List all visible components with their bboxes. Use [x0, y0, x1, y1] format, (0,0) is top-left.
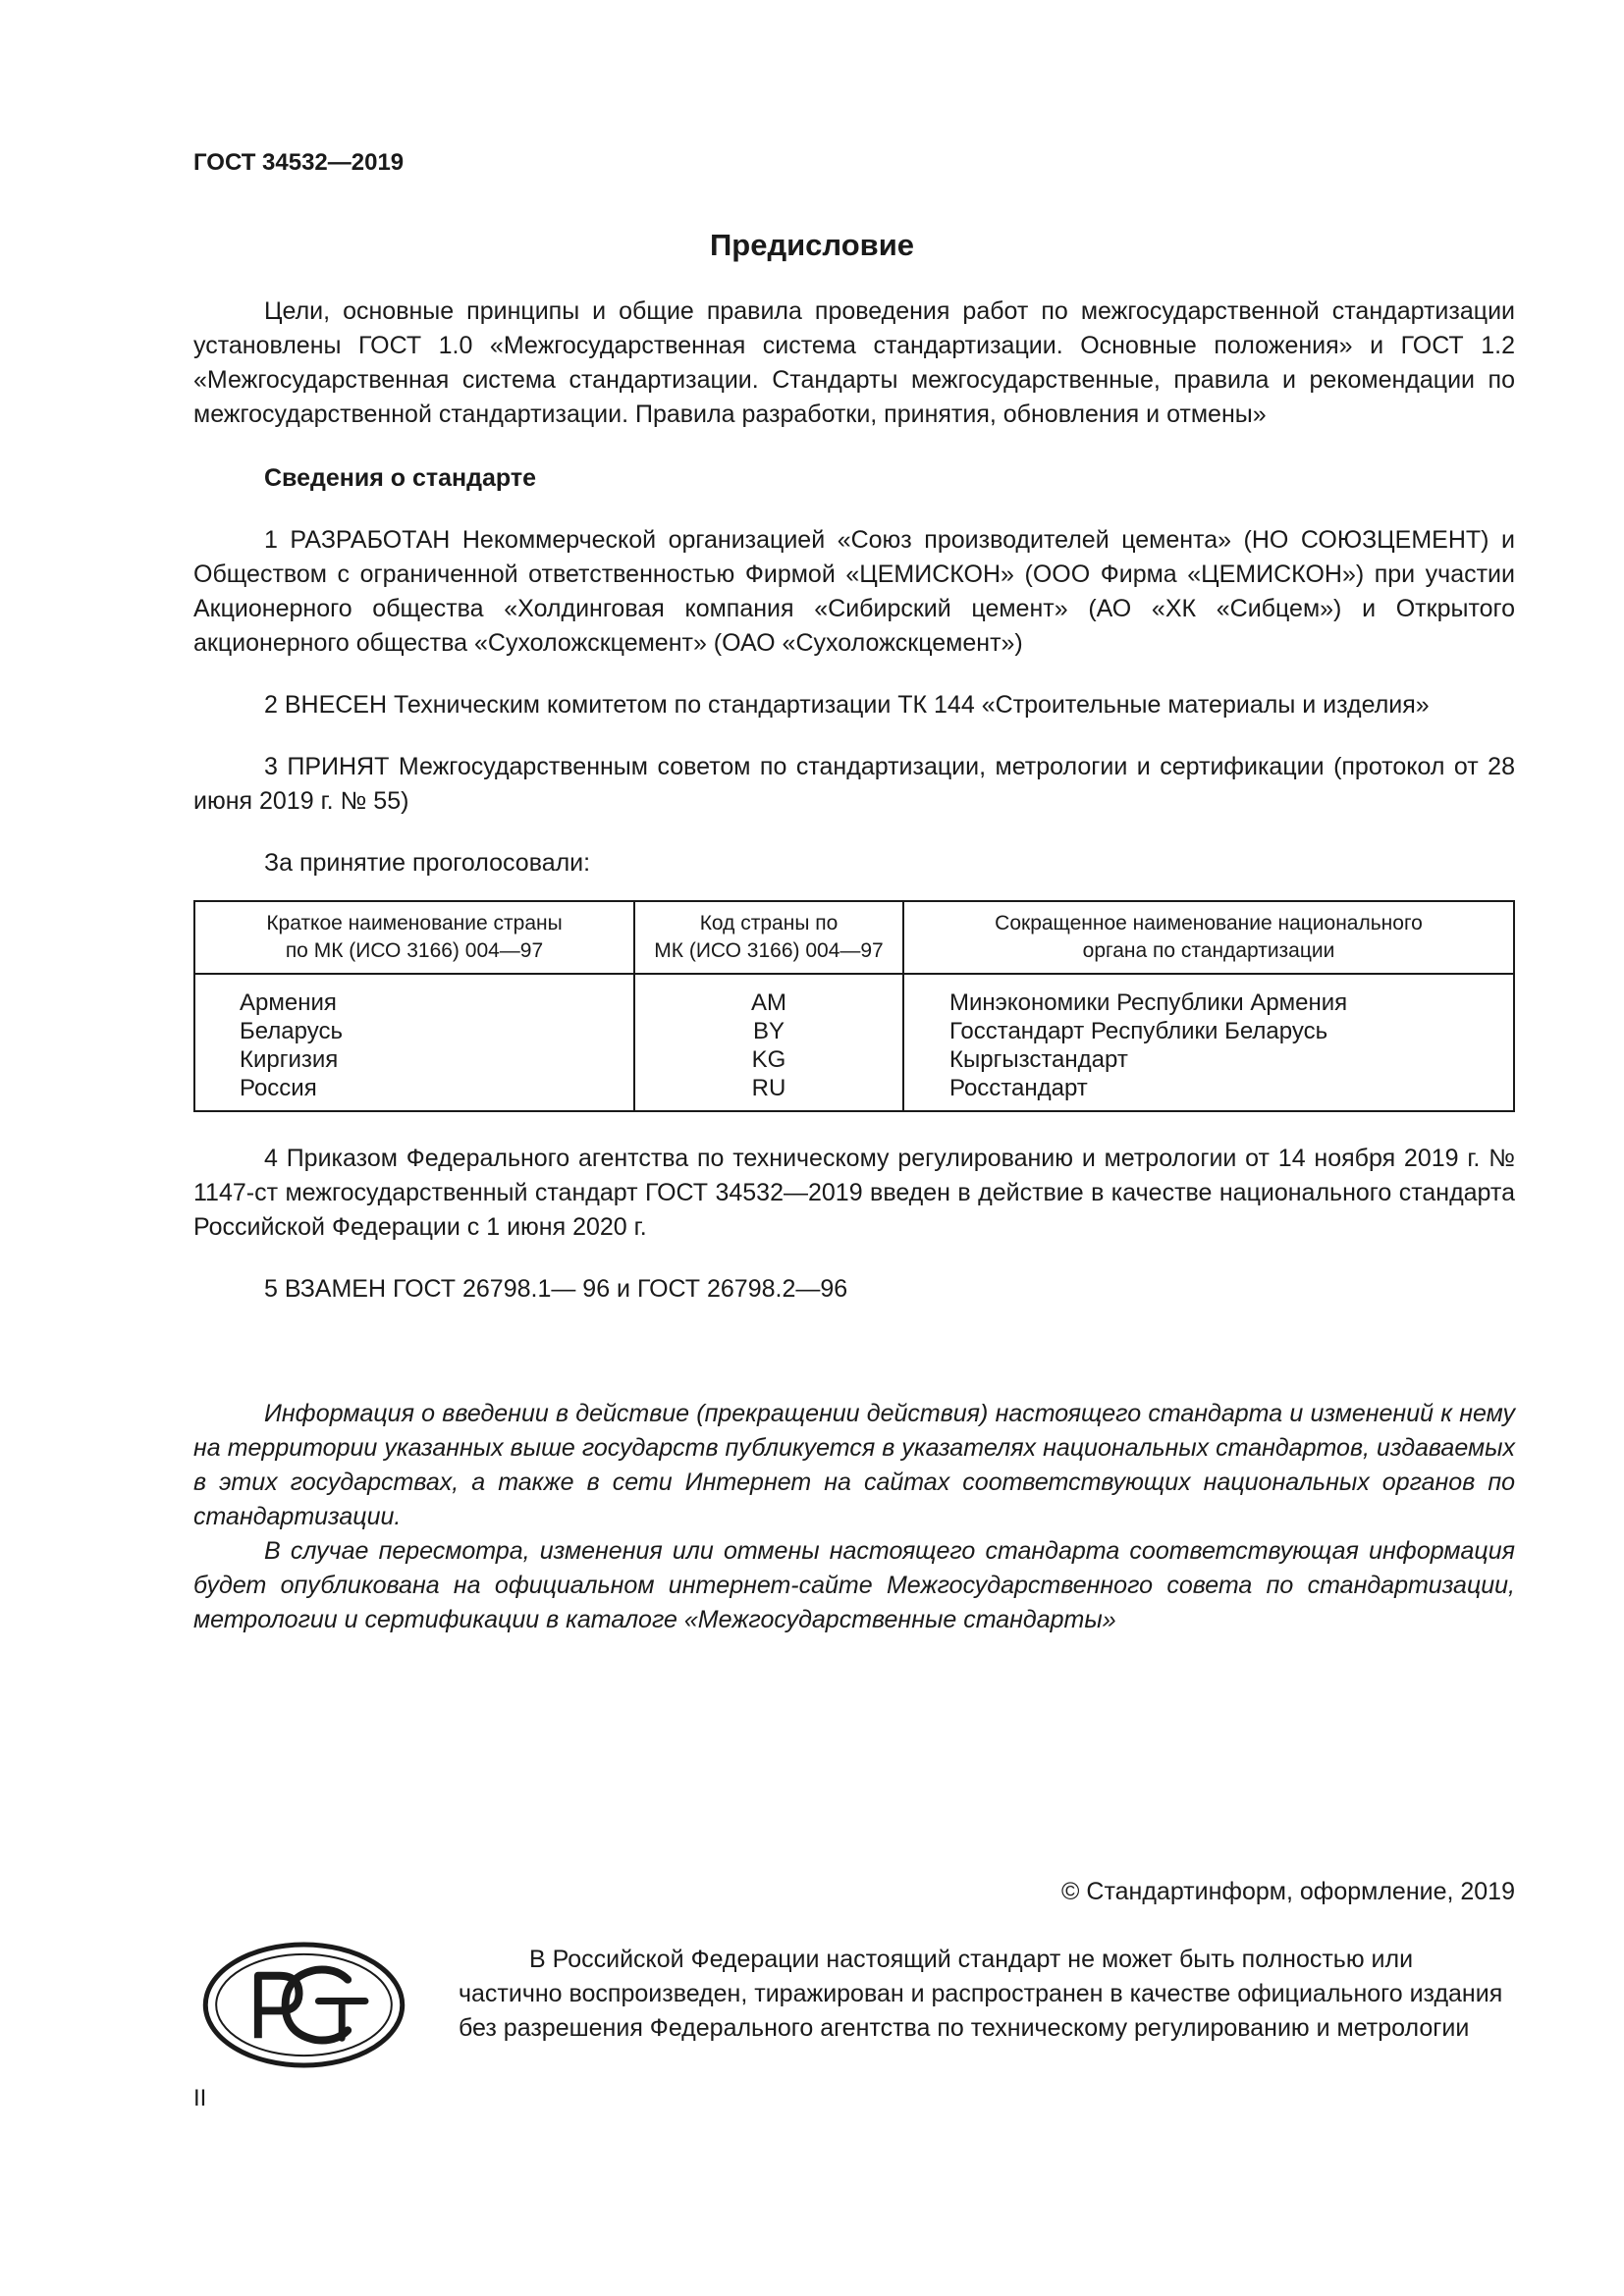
country-code: BY: [634, 1017, 903, 1045]
rst-certification-logo-icon: [201, 1941, 406, 2069]
standards-body: Госстандарт Республики Беларусь: [903, 1017, 1514, 1045]
standards-body: Росстандарт: [903, 1074, 1514, 1111]
table-row: [194, 974, 1514, 1017]
table-header-row: [194, 901, 1514, 974]
voting-table: [193, 900, 1515, 1112]
item-2-submitted: 2 ВНЕСЕН Техническим комитетом по стандартизации ТК 144 «Строительные материалы и изделия»: [264, 691, 1430, 719]
header-country-name: Краткое наименование страны по МК (ИСО 3166) 004—97: [194, 901, 634, 974]
section-heading: Сведения о стандарте: [264, 464, 537, 492]
standards-body: Кыргызстандарт: [903, 1045, 1514, 1074]
notice-paragraph: В Российской Федерации настоящий стандарт не может быть полностью или частично воспроизведен, тиражирован и распространен в качестве официального издания без разрешения Федерального агентства по техническому регулированию и метрологии: [459, 1946, 1503, 2042]
item-5-replaces: 5 ВЗАМЕН ГОСТ 26798.1— 96 и ГОСТ 26798.2—96: [264, 1275, 848, 1303]
info-paragraph-1: Информация о введении в действие (прекращении действия) настоящего стандарта и изменений к нему на территории указанных выше государств публикуется в указателях национальных стандартов, издаваемых в этих государствах, а также в сети Интернет на сайтах соответствующих национальных органов по стандартизации.: [193, 1400, 1515, 1530]
table-row: [194, 1074, 1514, 1111]
country-code: RU: [634, 1074, 903, 1111]
item-1-developed: 1 РАЗРАБОТАН Некоммерческой организацией «Союз производителей цемента» (НО СОЮЗЦЕМЕНТ) и Обществом с ограниченной ответственностью Фирмой «ЦЕМИСКОН» (ООО Фирма «ЦЕМИСКОН») при участии Акционерного общества «Холдинговая компания «Сибирский цемент» (АО «ХК «Сибцем») и Открытого акционерного общества «Сухоложскцемент» (ОАО «Сухоложскцемент»): [193, 526, 1515, 657]
table-row: [194, 1017, 1514, 1045]
copyright-notice: [459, 1943, 1515, 2046]
info-block: [193, 1397, 1515, 1637]
country-name: Киргизия: [194, 1045, 634, 1074]
copyright-line: © Стандартинформ, оформление, 2019: [1061, 1878, 1515, 1905]
item-3-adopted: 3 ПРИНЯТ Межгосударственным советом по стандартизации, метрологии и сертификации (протокол от 28 июня 2019 г. № 55): [193, 753, 1515, 815]
country-code: AM: [634, 974, 903, 1017]
item-4-order: 4 Приказом Федерального агентства по техническому регулированию и метрологии от 14 ноября 2019 г. № 1147-ст межгосударственный стандарт ГОСТ 34532—2019 введен в действие в качестве национального стандарта Российской Федерации с 1 июня 2020 г.: [193, 1145, 1515, 1241]
country-name: Россия: [194, 1074, 634, 1111]
standards-body: Минэкономики Республики Армения: [903, 974, 1514, 1017]
country-name: Армения: [194, 974, 634, 1017]
header-standards-body: Сокращенное наименование национального органа по стандартизации: [903, 901, 1514, 974]
country-code: KG: [634, 1045, 903, 1074]
country-name: Беларусь: [194, 1017, 634, 1045]
document-code: ГОСТ 34532—2019: [193, 149, 405, 176]
page-number: II: [193, 2085, 207, 2111]
info-paragraph-2: В случае пересмотра, изменения или отмены настоящего стандарта соответствующая информация будет опубликована на официальном интернет-сайте Межгосударственного совета по стандартизации, метрологии и сертификации в каталоге «Межгосударственные стандарты»: [193, 1537, 1515, 1633]
header-country-code: Код страны по МК (ИСО 3166) 004—97: [634, 901, 903, 974]
intro-paragraph: Цели, основные принципы и общие правила проведения работ по межгосударственной стандартизации установлены ГОСТ 1.0 «Межгосударственная система стандартизации. Основные положения» и ГОСТ 1.2 «Межгосударственная система стандартизации. Стандарты межгосударственные, правила и рекомендации по межгосударственной стандартизации. Правила разработки, принятия, обновления и отмены»: [193, 297, 1515, 428]
page-title: Предисловие: [709, 228, 914, 262]
voted-label: За принятие проголосовали:: [264, 849, 591, 877]
preface-content: [193, 294, 1515, 1637]
table-row: [194, 1045, 1514, 1074]
